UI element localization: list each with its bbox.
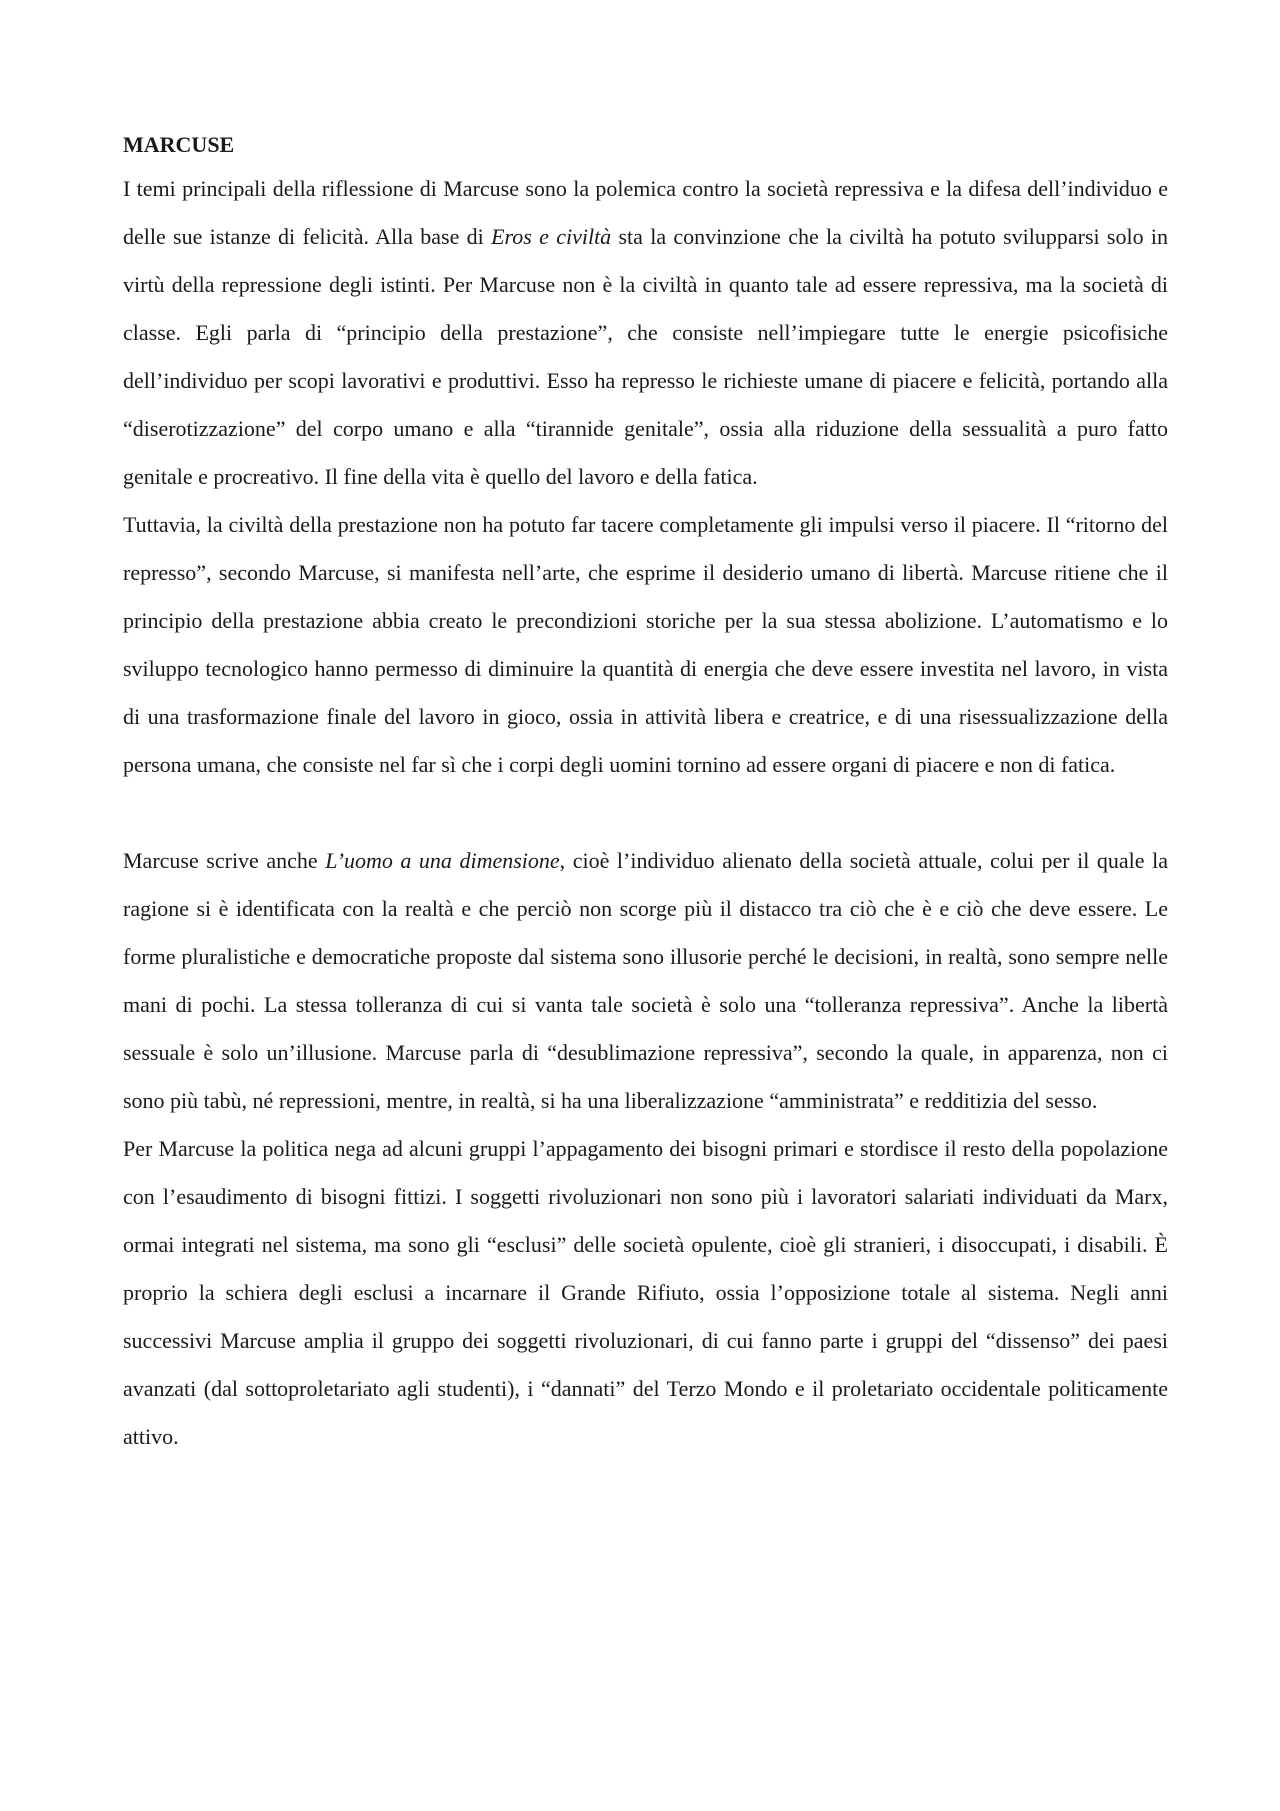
paragraph-1-text-b: sta la convinzione che la civiltà ha potuto svilupparsi solo in virtù della repressione degli istinti. Per Marcuse non è la civiltà in quanto tale ad essere repressiva, ma la società di classe. Egli parla di “principio della prestazione”, che consiste nell’impiegare tutte le energie psicofisiche dell’individuo per scopi lavorativi e produttivi. Esso ha represso le richieste umane di piacere e felicità, portando alla “diserotizzazione” del corpo umano e alla “tirannide genitale”, ossia alla riduzione della sessualità a puro fatto genitale e procreativo. Il fine della vita è quello del lavoro e della fatica. [123,224,1168,489]
paragraph-3-text-b: , cioè l’individuo alienato della società attuale, colui per il quale la ragione si è identificata con la realtà e che perciò non scorge più il distacco tra ciò che è e ciò che deve essere. Le forme pluralistiche e democratiche proposte dal sistema sono illusorie perché le decisioni, in realtà, sono sempre nelle mani di pochi. La stessa tolleranza di cui si vanta tale società è solo una “tolleranza repressiva”. Anche la libertà sessuale è solo un’illusione. Marcuse parla di “desublimazione repressiva”, secondo la quale, in apparenza, non ci sono più tabù, né repressioni, mentre, in realtà, si ha una liberalizzazione “amministrata” e redditizia del sesso. [123,848,1168,1113]
paragraph-3-text-a: Marcuse scrive anche [123,848,326,873]
paragraph-2: Tuttavia, la civiltà della prestazione non ha potuto far tacere completamente gli impulsi verso il piacere. Il “ritorno del represso”, secondo Marcuse, si manifesta nell’arte, che esprime il desiderio umano di libertà. Marcuse ritiene che il principio della prestazione abbia creato le precondizioni storiche per la sua stessa abolizione. L’automatismo e lo sviluppo tecnologico hanno permesso di diminuire la quantità di energia che deve essere investita nel lavoro, in vista di una trasformazione finale del lavoro in gioco, ossia in attività libera e creatrice, e di una risessualizzazione della persona umana, che consiste nel far sì che i corpi degli uomini tornino ad essere organi di piacere e non di fatica. [123,512,1168,777]
paragraph-1-text-a: I temi principali della riflessione di Marcuse sono la polemica contro la società repressiva e la difesa dell’individuo e delle sue istanze di felicità. Alla base di [123,176,1168,249]
paragraph-4: Per Marcuse la politica nega ad alcuni gruppi l’appagamento dei bisogni primari e stordisce il resto della popolazione con l’esaudimento di bisogni fittizi. I soggetti rivoluzionari non sono più i lavoratori salariati individuati da Marx, ormai integrati nel sistema, ma sono gli “esclusi” delle società opulente, cioè gli stranieri, i disoccupati, i disabili. È proprio la schiera degli esclusi a incarnare il Grande Rifiuto, ossia l’opposizione totale al sistema. Negli anni successivi Marcuse amplia il gruppo dei soggetti rivoluzionari, di cui fanno parte i gruppi del “dissenso” dei paesi avanzati (dal sottoproletariato agli studenti), i “dannati” del Terzo Mondo e il proletariato occidentale politicamente attivo. [123,1136,1168,1449]
document-page [123,125,1168,1461]
book-title-uomo-a-una-dimensione: L’uomo a una dimensione [325,848,560,873]
document-title: MARCUSE [123,132,235,157]
paragraph-spacer [123,789,1168,837]
book-title-eros-e-civilta: Eros e civiltà [491,224,612,249]
paragraph-1 [123,165,1168,501]
paragraph-3 [123,837,1168,1125]
